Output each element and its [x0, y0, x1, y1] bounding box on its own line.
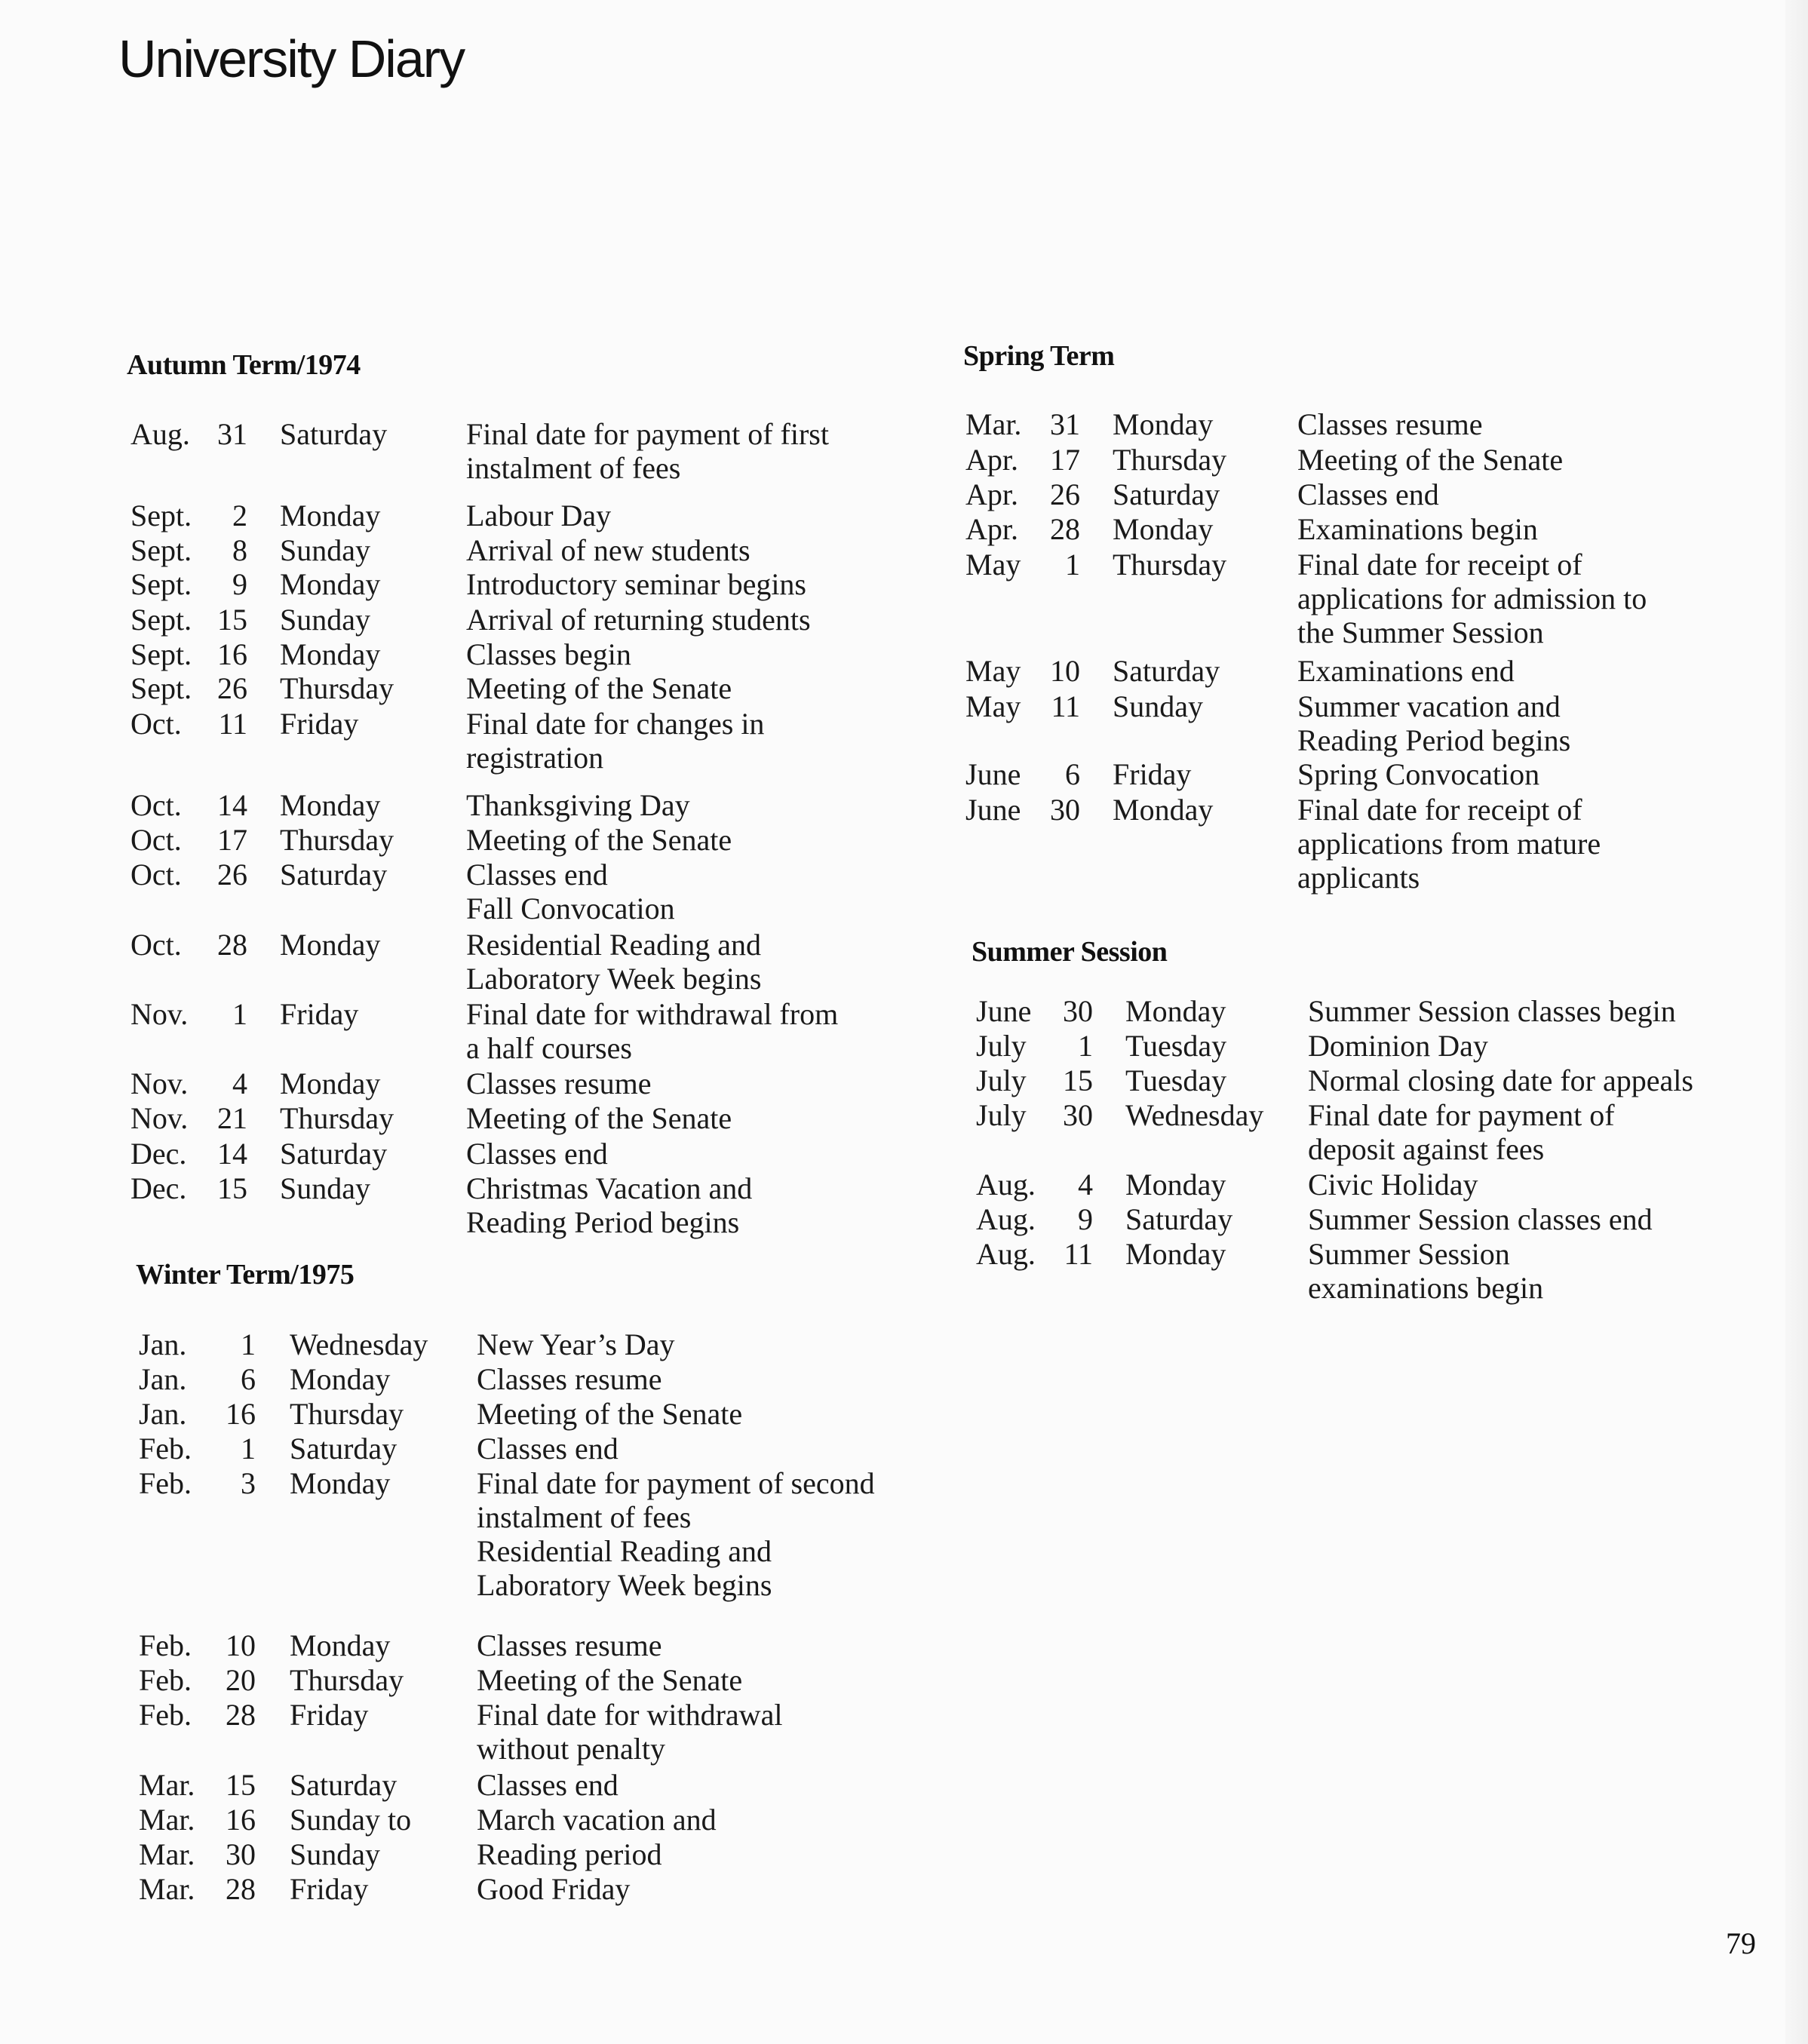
entry-month: Sept.: [130, 567, 192, 601]
entry-day: 1: [1078, 1029, 1093, 1063]
entry-month: Mar.: [139, 1837, 195, 1871]
diary-entry: [130, 1101, 922, 1135]
diary-entry: [139, 1872, 931, 1906]
entry-weekday: Sunday: [1113, 689, 1203, 723]
entry-description: Introductory seminar begins: [466, 567, 806, 601]
winter-term-heading: Winter Term/1975: [136, 1259, 355, 1291]
entry-weekday: Saturday: [290, 1768, 398, 1802]
entry-day: 31: [1050, 407, 1080, 441]
entry-month: Sept.: [130, 637, 192, 671]
entry-description: Classes end Fall Convocation: [466, 858, 675, 925]
spring-term-table: [965, 407, 1720, 935]
entry-description: Final date for withdrawal from a half courses: [466, 997, 839, 1065]
diary-entry: [130, 788, 922, 822]
entry-weekday: Thursday: [280, 671, 394, 705]
entry-month: Aug.: [976, 1202, 1036, 1236]
entry-weekday: Monday: [1113, 407, 1214, 441]
diary-entry: [130, 1137, 922, 1171]
entry-day: 11: [218, 707, 247, 741]
entry-weekday: Tuesday: [1125, 1063, 1227, 1097]
entry-weekday: Monday: [280, 637, 381, 671]
entry-description: Examinations end: [1297, 654, 1515, 688]
entry-day: 31: [217, 417, 247, 451]
entry-weekday: Friday: [280, 707, 359, 741]
diary-entry: [130, 928, 922, 996]
entry-weekday: Monday: [280, 928, 381, 962]
entry-day: 14: [217, 1137, 247, 1171]
entry-day: 8: [232, 533, 247, 567]
entry-description: Classes resume: [477, 1628, 662, 1662]
entry-description: Arrival of new students: [466, 533, 751, 567]
entry-weekday: Thursday: [280, 1101, 394, 1135]
entry-day: 30: [226, 1837, 256, 1871]
spring-term-heading: Spring Term: [963, 340, 1115, 372]
entry-weekday: Thursday: [1113, 548, 1227, 582]
page-title: University Diary: [118, 29, 465, 88]
entry-description: Dominion Day: [1308, 1029, 1488, 1063]
entry-day: 6: [241, 1362, 256, 1396]
diary-entry: [965, 477, 1720, 511]
entry-weekday: Thursday: [290, 1663, 404, 1697]
diary-entry: [965, 793, 1720, 895]
diary-entry: [965, 654, 1720, 688]
entry-day: 16: [217, 637, 247, 671]
entry-description: Summer Session examinations begin: [1308, 1237, 1544, 1305]
entry-weekday: Thursday: [280, 823, 394, 857]
entry-weekday: Monday: [1125, 1168, 1226, 1202]
entry-day: 30: [1050, 793, 1080, 827]
entry-description: Meeting of the Senate: [466, 671, 732, 705]
entry-weekday: Tuesday: [1125, 1029, 1227, 1063]
entry-day: 26: [217, 858, 247, 892]
entry-description: Final date for withdrawal without penalty: [477, 1698, 783, 1766]
entry-day: 6: [1065, 757, 1080, 791]
entry-description: Final date for receipt of applications from mature applicants: [1297, 793, 1601, 895]
entry-day: 21: [217, 1101, 247, 1135]
entry-weekday: Monday: [290, 1362, 391, 1396]
entry-month: Nov.: [130, 1067, 189, 1100]
entry-weekday: Sunday: [290, 1837, 380, 1871]
entry-month: Dec.: [130, 1171, 187, 1205]
entry-day: 2: [232, 499, 247, 532]
entry-month: Mar.: [965, 407, 1022, 441]
entry-month: Nov.: [130, 1101, 189, 1135]
entry-description: Classes begin: [466, 637, 631, 671]
entry-month: Dec.: [130, 1137, 187, 1171]
entry-month: June: [965, 757, 1021, 791]
entry-day: 3: [241, 1466, 256, 1500]
entry-description: Civic Holiday: [1308, 1168, 1478, 1202]
diary-entry: [139, 1837, 931, 1871]
entry-month: July: [976, 1029, 1027, 1063]
entry-weekday: Sunday to: [290, 1803, 412, 1837]
diary-entry: [130, 417, 922, 485]
diary-entry: [965, 512, 1720, 546]
entry-description: Reading period: [477, 1837, 662, 1871]
diary-entry: [139, 1803, 931, 1837]
autumn-term-table: [130, 417, 922, 1239]
entry-description: Final date for payment of deposit against fees: [1308, 1098, 1615, 1166]
diary-entry: [139, 1362, 931, 1396]
entry-weekday: Saturday: [290, 1432, 398, 1465]
diary-entry: [130, 1171, 922, 1239]
entry-month: June: [965, 793, 1021, 827]
entry-day: 1: [241, 1327, 256, 1361]
entry-description: Final date for payment of second instalment of fees Residential Reading and Laboratory Week begins: [477, 1466, 875, 1602]
entry-month: Jan.: [139, 1397, 187, 1431]
entry-day: 15: [217, 603, 247, 637]
entry-day: 26: [217, 671, 247, 705]
entry-description: Examinations begin: [1297, 512, 1538, 546]
diary-entry: [965, 689, 1720, 757]
entry-description: Christmas Vacation and Reading Period begins: [466, 1171, 753, 1239]
entry-weekday: Wednesday: [290, 1327, 428, 1361]
entry-month: Jan.: [139, 1327, 187, 1361]
entry-description: New Year’s Day: [477, 1327, 675, 1361]
entry-description: Summer Session classes begin: [1308, 994, 1676, 1028]
entry-month: Apr.: [965, 443, 1018, 477]
entry-day: 30: [1063, 994, 1093, 1028]
entry-month: Oct.: [130, 788, 182, 822]
entry-month: Mar.: [139, 1872, 195, 1906]
diary-entry: [976, 1202, 1753, 1236]
diary-entry: [976, 1098, 1753, 1166]
entry-month: Sept.: [130, 671, 192, 705]
entry-weekday: Monday: [1125, 994, 1226, 1028]
diary-entry: [139, 1327, 931, 1361]
entry-month: Aug.: [976, 1168, 1036, 1202]
diary-entry: [976, 1029, 1753, 1063]
entry-description: Classes end: [1297, 477, 1439, 511]
diary-entry: [130, 707, 922, 775]
entry-month: Sept.: [130, 533, 192, 567]
entry-weekday: Friday: [280, 997, 359, 1031]
entry-day: 26: [1050, 477, 1080, 511]
entry-month: Oct.: [130, 928, 182, 962]
diary-entry: [139, 1466, 931, 1602]
entry-description: Meeting of the Senate: [466, 823, 732, 857]
entry-weekday: Saturday: [280, 858, 388, 892]
entry-description: Classes resume: [466, 1067, 652, 1100]
entry-month: Apr.: [965, 512, 1018, 546]
entry-month: May: [965, 654, 1021, 688]
entry-day: 9: [1078, 1202, 1093, 1236]
diary-entry: [130, 858, 922, 925]
entry-description: Spring Convocation: [1297, 757, 1540, 791]
entry-month: Oct.: [130, 858, 182, 892]
diary-entry: [130, 1067, 922, 1100]
entry-day: 28: [217, 928, 247, 962]
entry-day: 4: [1078, 1168, 1093, 1202]
entry-month: July: [976, 1063, 1027, 1097]
entry-description: Classes end: [466, 1137, 608, 1171]
entry-weekday: Monday: [280, 567, 381, 601]
entry-month: Jan.: [139, 1362, 187, 1396]
diary-entry: [976, 1063, 1753, 1097]
entry-weekday: Monday: [290, 1466, 391, 1500]
entry-description: Classes end: [477, 1768, 619, 1802]
entry-description: Meeting of the Senate: [477, 1397, 743, 1431]
entry-weekday: Monday: [1113, 793, 1214, 827]
entry-day: 30: [1063, 1098, 1093, 1132]
entry-description: Final date for receipt of applications for admission to the Summer Session: [1297, 548, 1647, 649]
diary-entry: [130, 637, 922, 671]
entry-month: Aug.: [976, 1237, 1036, 1271]
entry-day: 10: [1050, 654, 1080, 688]
entry-day: 11: [1064, 1237, 1093, 1271]
entry-description: Final date for payment of first instalment of fees: [466, 417, 829, 485]
entry-day: 28: [1050, 512, 1080, 546]
diary-entry: [965, 407, 1720, 441]
entry-day: 28: [226, 1872, 256, 1906]
entry-day: 10: [226, 1628, 256, 1662]
entry-weekday: Friday: [1113, 757, 1192, 791]
page-number: 79: [1726, 1926, 1756, 1960]
entry-month: Aug.: [130, 417, 190, 451]
diary-entry: [139, 1397, 931, 1431]
entry-month: July: [976, 1098, 1027, 1132]
entry-description: Classes resume: [477, 1362, 662, 1396]
entry-day: 1: [241, 1432, 256, 1465]
entry-description: Summer vacation and Reading Period begins: [1297, 689, 1571, 757]
winter-term-table: [139, 1327, 931, 1906]
entry-description: Classes resume: [1297, 407, 1483, 441]
entry-month: Sept.: [130, 603, 192, 637]
entry-month: Mar.: [139, 1768, 195, 1802]
page-shadow-edge: [1785, 0, 1808, 2044]
diary-entry: [130, 567, 922, 601]
entry-month: Mar.: [139, 1803, 195, 1837]
diary-entry: [139, 1768, 931, 1802]
summer-session-table: [976, 994, 1753, 1341]
diary-entry: [139, 1432, 931, 1465]
entry-description: Labour Day: [466, 499, 612, 532]
entry-description: March vacation and: [477, 1803, 717, 1837]
entry-month: May: [965, 548, 1021, 582]
entry-day: 14: [217, 788, 247, 822]
diary-entry: [976, 994, 1753, 1028]
diary-entry: [130, 499, 922, 532]
entry-month: June: [976, 994, 1032, 1028]
diary-entry: [965, 757, 1720, 791]
entry-day: 17: [1050, 443, 1080, 477]
entry-month: Feb.: [139, 1466, 192, 1500]
entry-day: 15: [217, 1171, 247, 1205]
entry-weekday: Saturday: [280, 1137, 388, 1171]
diary-entry: [130, 603, 922, 637]
entry-day: 1: [232, 997, 247, 1031]
entry-month: May: [965, 689, 1021, 723]
entry-day: 16: [226, 1803, 256, 1837]
entry-day: 4: [232, 1067, 247, 1100]
entry-description: Good Friday: [477, 1872, 631, 1906]
diary-entry: [130, 671, 922, 705]
entry-weekday: Monday: [280, 788, 381, 822]
entry-weekday: Saturday: [1113, 654, 1220, 688]
diary-entry: [139, 1663, 931, 1697]
entry-month: Feb.: [139, 1432, 192, 1465]
diary-entry: [976, 1237, 1753, 1305]
diary-entry: [139, 1628, 931, 1662]
entry-description: Meeting of the Senate: [477, 1663, 743, 1697]
autumn-term-heading: Autumn Term/1974: [127, 349, 361, 381]
entry-weekday: Thursday: [290, 1397, 404, 1431]
entry-month: Oct.: [130, 707, 182, 741]
entry-description: Arrival of returning students: [466, 603, 811, 637]
entry-day: 9: [232, 567, 247, 601]
entry-month: Apr.: [965, 477, 1018, 511]
entry-description: Residential Reading and Laboratory Week begins: [466, 928, 762, 996]
entry-day: 15: [226, 1768, 256, 1802]
entry-weekday: Saturday: [1113, 477, 1220, 511]
entry-month: Feb.: [139, 1628, 192, 1662]
entry-weekday: Monday: [290, 1628, 391, 1662]
entry-weekday: Friday: [290, 1698, 369, 1732]
diary-entry: [976, 1168, 1753, 1202]
entry-day: 20: [226, 1663, 256, 1697]
entry-description: Final date for changes in registration: [466, 707, 765, 775]
entry-weekday: Sunday: [280, 603, 370, 637]
entry-description: Thanksgiving Day: [466, 788, 690, 822]
entry-day: 28: [226, 1698, 256, 1732]
entry-month: Nov.: [130, 997, 189, 1031]
entry-month: Feb.: [139, 1698, 192, 1732]
entry-day: 16: [226, 1397, 256, 1431]
entry-month: Sept.: [130, 499, 192, 532]
entry-month: Oct.: [130, 823, 182, 857]
entry-description: Meeting of the Senate: [1297, 443, 1564, 477]
entry-weekday: Monday: [1125, 1237, 1226, 1271]
entry-weekday: Saturday: [1125, 1202, 1233, 1236]
entry-month: Feb.: [139, 1663, 192, 1697]
entry-description: Normal closing date for appeals: [1308, 1063, 1693, 1097]
entry-weekday: Monday: [1113, 512, 1214, 546]
diary-entry: [130, 533, 922, 567]
entry-weekday: Wednesday: [1125, 1098, 1264, 1132]
entry-weekday: Friday: [290, 1872, 369, 1906]
diary-entry: [965, 443, 1720, 477]
summer-session-heading: Summer Session: [972, 936, 1168, 968]
entry-description: Classes end: [477, 1432, 619, 1465]
entry-weekday: Monday: [280, 499, 381, 532]
diary-entry: [130, 823, 922, 857]
entry-description: Meeting of the Senate: [466, 1101, 732, 1135]
entry-weekday: Saturday: [280, 417, 388, 451]
diary-entry: [965, 548, 1720, 649]
entry-weekday: Thursday: [1113, 443, 1227, 477]
entry-day: 11: [1051, 689, 1080, 723]
diary-entry: [130, 997, 922, 1065]
entry-day: 1: [1065, 548, 1080, 582]
entry-weekday: Monday: [280, 1067, 381, 1100]
entry-day: 15: [1063, 1063, 1093, 1097]
entry-day: 17: [217, 823, 247, 857]
diary-entry: [139, 1698, 931, 1766]
entry-weekday: Sunday: [280, 1171, 370, 1205]
entry-description: Summer Session classes end: [1308, 1202, 1653, 1236]
entry-weekday: Sunday: [280, 533, 370, 567]
